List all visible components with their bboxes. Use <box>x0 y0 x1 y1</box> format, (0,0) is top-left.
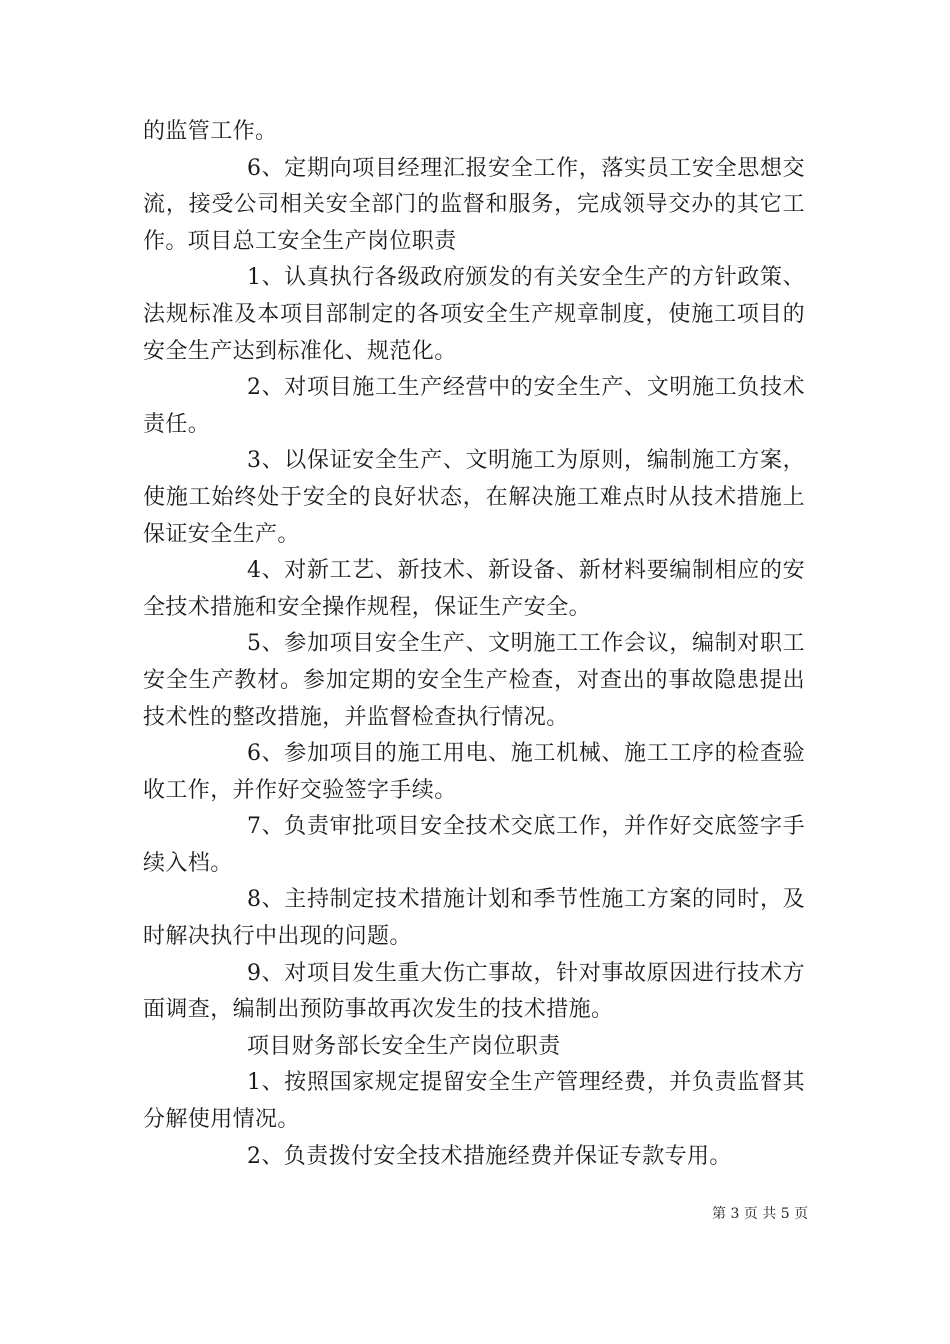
paragraph: 5、参加项目安全生产、文明施工工作会议，编制对职工安全生产教材。参加定期的安全生产检查，对查出的事故隐患提出技术性的整改措施，并监督检查执行情况。 <box>143 631 805 730</box>
paragraph: 9、对项目发生重大伤亡事故，针对事故原因进行技术方面调查，编制出预防事故再次发生的技术措施。 <box>143 960 805 1023</box>
paragraph: 6、定期向项目经理汇报安全工作，落实员工安全思想交流，接受公司相关安全部门的监督和服务，完成领导交办的其它工作。项目总工安全生产岗位职责 <box>143 155 805 254</box>
document-body <box>143 114 805 1175</box>
section-heading: 项目财务部长安全生产岗位职责 <box>247 1033 561 1059</box>
paragraph: 4、对新工艺、新技术、新设备、新材料要编制相应的安全技术措施和安全操作规程，保证生产安全。 <box>143 558 805 620</box>
paragraph: 3、以保证安全生产、文明施工为原则，编制施工方案，使施工始终处于安全的良好状态，在解决施工难点时从技术措施上保证安全生产。 <box>143 448 805 547</box>
paragraph: 1、认真执行各级政府颁发的有关安全生产的方针政策、法规标准及本项目部制定的各项安全生产规章制度，使施工项目的安全生产达到标准化、规范化。 <box>143 265 805 364</box>
paragraph: 8、主持制定技术措施计划和季节性施工方案的同时，及时解决执行中出现的问题。 <box>143 887 805 950</box>
paragraph: 2、负责拨付安全技术措施经费并保证专款专用。 <box>247 1143 732 1169</box>
page-number: 第 3 页 共 5 页 <box>712 1206 809 1222</box>
paragraph: 6、参加项目的施工用电、施工机械、施工工序的检查验收工作，并作好交验签字手续。 <box>143 741 805 803</box>
paragraph: 1、按照国家规定提留安全生产管理经费，并负责监督其分解使用情况。 <box>143 1070 805 1133</box>
paragraph: 2、对项目施工生产经营中的安全生产、文明施工负技术责任。 <box>143 375 805 437</box>
paragraph: 7、负责审批项目安全技术交底工作，并作好交底签字手续入档。 <box>143 814 805 876</box>
paragraph-continuation: 的监管工作。 <box>143 119 278 144</box>
